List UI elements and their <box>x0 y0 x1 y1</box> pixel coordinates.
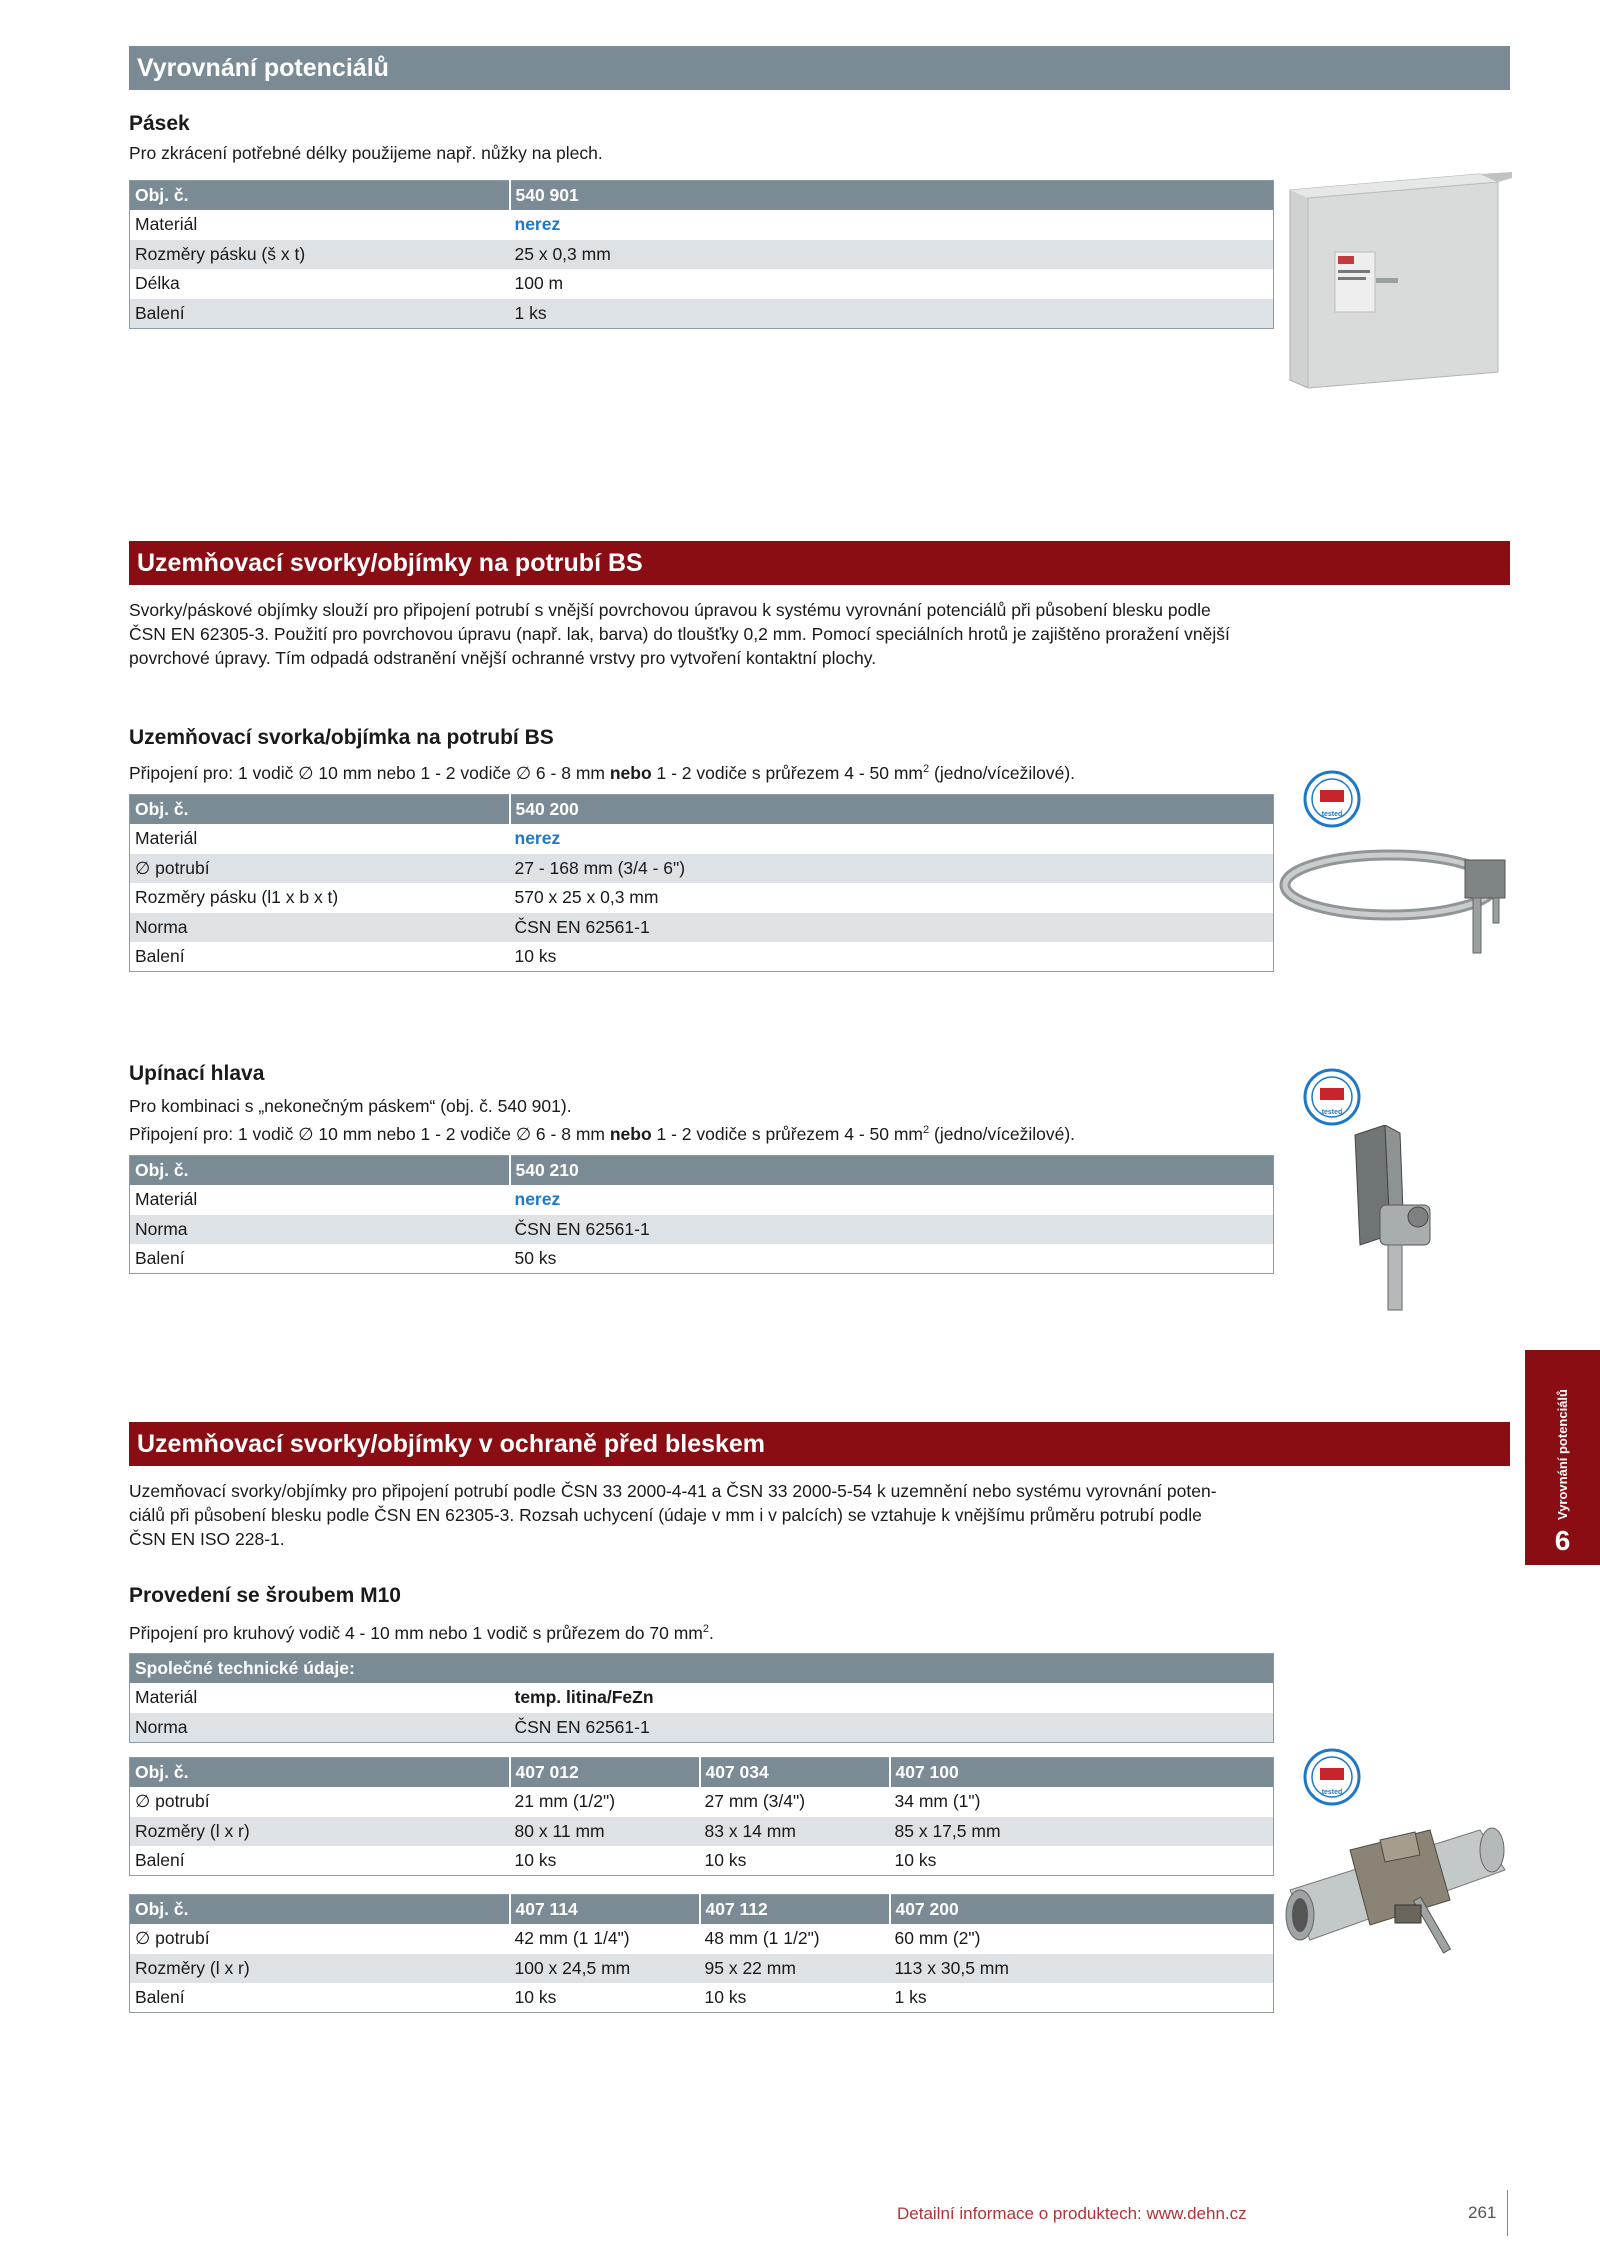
table-cell: 42 mm (1 1/4") <box>510 1924 700 1954</box>
row-label: Balení <box>130 1244 510 1274</box>
table-row <box>130 1924 1274 1954</box>
row-label: Délka <box>130 269 510 299</box>
table-cell: 27 mm (3/4") <box>700 1787 890 1817</box>
table-row <box>130 299 1274 329</box>
table-row <box>130 1983 1274 2013</box>
table-cell: 60 mm (2") <box>890 1924 1274 1954</box>
table-cell: 95 x 22 mm <box>700 1954 890 1984</box>
table-cell: 85 x 17,5 mm <box>890 1817 1274 1847</box>
footer-link-text[interactable]: Detailní informace o produktech: www.dehn.cz <box>897 2204 1247 2223</box>
m10-title: Provedení se šroubem M10 <box>129 1584 401 1607</box>
table-cell: 10 ks <box>510 1846 700 1876</box>
table-cell: 83 x 14 mm <box>700 1817 890 1847</box>
desc-sup: 2 <box>923 763 930 775</box>
desc-bold: nebo <box>609 762 652 783</box>
table-cell: 10 ks <box>700 1846 890 1876</box>
header-label: Obj. č. <box>130 181 510 211</box>
pasek-description: Pro zkrácení potřebné délky použijeme např. nůžky na plech. <box>129 143 603 163</box>
pipe-clamp-m10-image <box>1280 1810 1520 1990</box>
pasek-title: Pásek <box>129 112 190 135</box>
pipe-clamp-band-image <box>1275 840 1525 970</box>
table-cell: Rozměry (l x r) <box>130 1954 510 1984</box>
row-label: Materiál <box>130 1683 510 1713</box>
lightning-intro-line-1: Uzemňovací svorky/objímky pro připojení potrubí podle ČSN 33 2000-4-41 a ČSN 33 2000-5-54 k uzemnění nebo systému vyrovnání poten- <box>129 1481 1217 1501</box>
header-cell: 407 200 <box>890 1895 1274 1925</box>
row-value: 27 - 168 mm (3/4 - 6") <box>510 854 1274 884</box>
table-header-row <box>130 1654 1274 1684</box>
table-row <box>130 883 1274 913</box>
desc-text: . <box>709 1622 714 1643</box>
clamp-table-2 <box>129 1894 1274 2013</box>
row-value: temp. litina/FeZn <box>510 1683 1274 1713</box>
desc-text: Připojení pro kruhový vodič 4 - 10 mm nebo 1 vodič s průřezem do 70 mm <box>129 1622 703 1643</box>
header-label: Obj. č. <box>130 1156 510 1186</box>
table-row <box>130 854 1274 884</box>
table-cell: 100 x 24,5 mm <box>510 1954 700 1984</box>
svg-text:tested: tested <box>1321 811 1343 818</box>
row-label: Materiál <box>130 210 510 240</box>
table-cell: ∅ potrubí <box>130 1787 510 1817</box>
section-title-bs: Uzemňovací svorky/objímky na potrubí BS <box>129 541 1510 585</box>
clamp-table-1 <box>129 1757 1274 1876</box>
table-cell: 113 x 30,5 mm <box>890 1954 1274 1984</box>
header-cell: 407 114 <box>510 1895 700 1925</box>
section-title-vyrovnani: Vyrovnání potenciálů <box>129 46 1510 90</box>
desc-text: 1 - 2 vodiče s průřezem 4 - 50 mm <box>651 762 924 783</box>
row-label: Rozměry pásku (š x t) <box>130 240 510 270</box>
table-cell: Rozměry (l x r) <box>130 1817 510 1847</box>
desc-sup: 2 <box>702 1623 709 1635</box>
upinaci-spec-table <box>129 1155 1274 1274</box>
row-label: Norma <box>130 913 510 943</box>
table-cell: 10 ks <box>700 1983 890 2013</box>
row-value: 100 m <box>510 269 1274 299</box>
row-value: 570 x 25 x 0,3 mm <box>510 883 1274 913</box>
tested-badge-icon <box>1303 770 1361 828</box>
table-row <box>130 1713 1274 1743</box>
page-number: 261 <box>1468 2203 1497 2222</box>
table-header-row <box>130 181 1274 211</box>
table-header-row <box>130 1895 1274 1925</box>
row-label: Norma <box>130 1215 510 1245</box>
row-value: nerez <box>510 1185 1274 1215</box>
header-cell: 407 112 <box>700 1895 890 1925</box>
desc-bold: nebo <box>609 1123 652 1144</box>
upinaci-description-2 <box>129 1118 1279 1146</box>
strap-box-image <box>1280 160 1520 400</box>
row-value: ČSN EN 62561-1 <box>510 1215 1274 1245</box>
header-label: Společné technické údaje: <box>130 1654 1274 1684</box>
row-label: Materiál <box>130 1185 510 1215</box>
table-row <box>130 1244 1274 1274</box>
desc-text: Připojení pro: 1 vodič ∅ 10 mm nebo 1 - 2 vodiče ∅ 6 - 8 mm <box>129 762 610 783</box>
desc-text: Připojení pro: 1 vodič ∅ 10 mm nebo 1 - 2 vodiče ∅ 6 - 8 mm <box>129 1123 610 1144</box>
bs-intro-line-2: ČSN EN 62305-3. Použití pro povrchovou úpravu (např. lak, barva) do tloušťky 0,2 mm. Pomocí speciálních hrotů je zajištěno proražení vnější <box>129 624 1230 644</box>
row-label: Balení <box>130 942 510 972</box>
table-row <box>130 1215 1274 1245</box>
table-row <box>130 1683 1274 1713</box>
header-cell: 407 012 <box>510 1758 700 1788</box>
pasek-spec-table <box>129 180 1274 329</box>
header-cell: 407 100 <box>890 1758 1274 1788</box>
table-header-row <box>130 1758 1274 1788</box>
row-value: 1 ks <box>510 299 1274 329</box>
row-value: nerez <box>510 210 1274 240</box>
desc-text: (jedno/vícežilové). <box>929 1123 1076 1144</box>
bs-clamp-title: Uzemňovací svorka/objímka na potrubí BS <box>129 726 554 749</box>
header-cell: Obj. č. <box>130 1758 510 1788</box>
row-label: Norma <box>130 1713 510 1743</box>
header-value: 540 901 <box>510 181 1274 211</box>
side-tab-number: 6 <box>1554 1525 1571 1556</box>
row-value: nerez <box>510 824 1274 854</box>
table-cell: 1 ks <box>890 1983 1274 2013</box>
table-row <box>130 210 1274 240</box>
row-label: Balení <box>130 299 510 329</box>
table-header-row <box>130 795 1274 825</box>
table-row <box>130 1787 1274 1817</box>
table-row <box>130 824 1274 854</box>
desc-text: (jedno/vícežilové). <box>929 762 1076 783</box>
row-label: Materiál <box>130 824 510 854</box>
lightning-intro-line-2: ciálů při působení blesku podle ČSN EN 62305-3. Rozsah uchycení (údaje v mm i v palcích) se vztahuje k vnějšímu průměru potrubí podle <box>129 1505 1202 1525</box>
table-cell: 48 mm (1 1/2") <box>700 1924 890 1954</box>
table-row <box>130 240 1274 270</box>
clamping-head-image <box>1340 1125 1460 1315</box>
table-row <box>130 269 1274 299</box>
table-cell: ∅ potrubí <box>130 1924 510 1954</box>
row-value: ČSN EN 62561-1 <box>510 913 1274 943</box>
m10-description <box>129 1617 1279 1645</box>
table-row <box>130 913 1274 943</box>
row-value: 50 ks <box>510 1244 1274 1274</box>
table-row <box>130 1185 1274 1215</box>
table-header-row <box>130 1156 1274 1186</box>
row-label: ∅ potrubí <box>130 854 510 884</box>
table-row <box>130 1817 1274 1847</box>
upinaci-description-1: Pro kombinaci s „nekonečným páskem“ (obj. č. 540 901). <box>129 1096 572 1116</box>
bs-intro-line-1: Svorky/páskové objímky slouží pro připojení potrubí s vnější povrchovou úpravou k systému vyrovnání potenciálů při působení blesku podle <box>129 600 1211 620</box>
svg-text:tested: tested <box>1321 1789 1343 1796</box>
upinaci-title: Upínací hlava <box>129 1062 265 1085</box>
table-cell: 34 mm (1") <box>890 1787 1274 1817</box>
bs-intro-line-3: povrchové úpravy. Tím odpadá odstranění vnější ochranné vrstvy pro vytvoření kontaktní plochy. <box>129 648 877 668</box>
lightning-intro-line-3: ČSN EN ISO 228-1. <box>129 1529 285 1549</box>
section-title-lightning: Uzemňovací svorky/objímky v ochraně před bleskem <box>129 1422 1510 1466</box>
bs-clamp-description <box>129 757 1279 785</box>
header-cell: 407 034 <box>700 1758 890 1788</box>
bs-clamp-spec-table <box>129 794 1274 972</box>
table-cell: 80 x 11 mm <box>510 1817 700 1847</box>
row-value: 10 ks <box>510 942 1274 972</box>
table-cell: 21 mm (1/2") <box>510 1787 700 1817</box>
desc-text: 1 - 2 vodiče s průřezem 4 - 50 mm <box>651 1123 924 1144</box>
table-row <box>130 942 1274 972</box>
desc-sup: 2 <box>923 1124 930 1136</box>
header-label: Obj. č. <box>130 795 510 825</box>
side-tab-label: Vyrovnání potenciálů <box>1555 1389 1570 1520</box>
row-value: 25 x 0,3 mm <box>510 240 1274 270</box>
table-row <box>130 1846 1274 1876</box>
tested-badge-icon <box>1303 1068 1361 1126</box>
page-divider <box>1507 2190 1508 2236</box>
header-cell: Obj. č. <box>130 1895 510 1925</box>
table-row <box>130 1954 1274 1984</box>
row-value: ČSN EN 62561-1 <box>510 1713 1274 1743</box>
row-label: Rozměry pásku (l1 x b x t) <box>130 883 510 913</box>
common-spec-table <box>129 1653 1274 1743</box>
svg-text:tested: tested <box>1321 1109 1343 1116</box>
chapter-side-tab <box>1525 1350 1600 1565</box>
table-cell: Balení <box>130 1846 510 1876</box>
table-cell: 10 ks <box>890 1846 1274 1876</box>
table-cell: Balení <box>130 1983 510 2013</box>
header-value: 540 200 <box>510 795 1274 825</box>
tested-badge-icon <box>1303 1748 1361 1806</box>
header-value: 540 210 <box>510 1156 1274 1186</box>
table-cell: 10 ks <box>510 1983 700 2013</box>
